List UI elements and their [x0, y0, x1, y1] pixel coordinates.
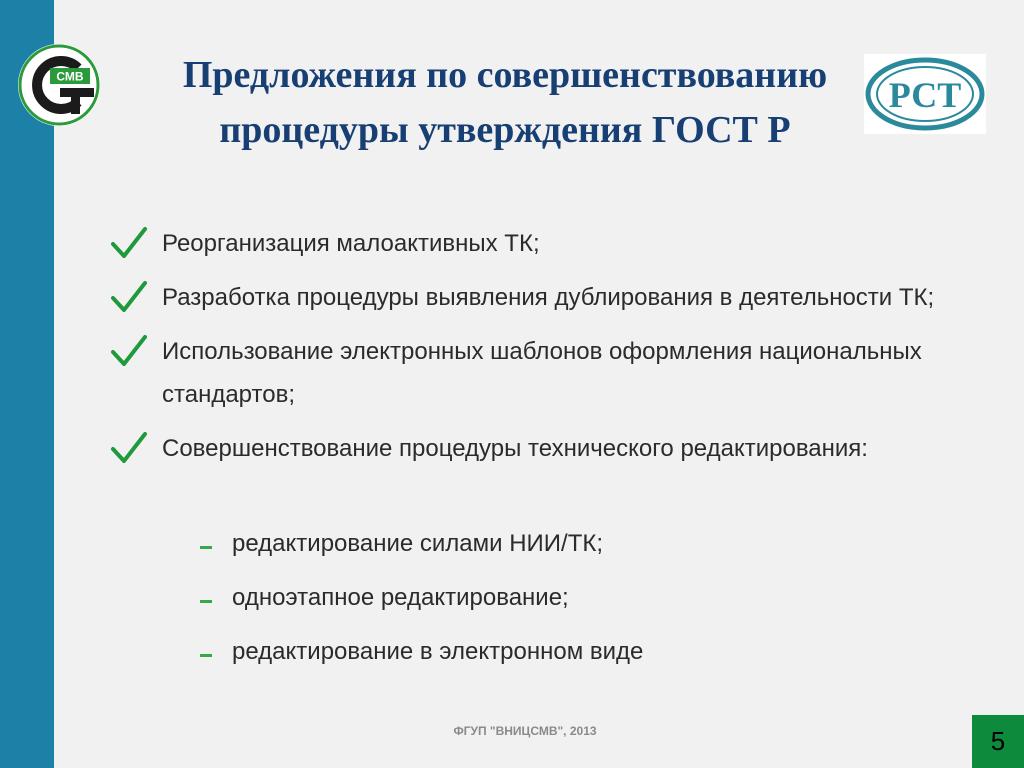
csm-logo [16, 42, 102, 128]
svg-text:СМВ: СМВ [56, 69, 84, 84]
bullet-list [110, 222, 1000, 481]
dash-icon [200, 546, 212, 549]
sub-bullet-item [198, 522, 978, 576]
sub-bullet-item [198, 576, 978, 630]
bullet-text: Использование электронных шаблонов оформления национальных стандартов; [162, 338, 922, 408]
check-icon [110, 226, 148, 260]
title-line: Предложения по совершенствованию [182, 54, 828, 96]
footer-text: ФГУП "ВНИЦСМВ", 2013 [453, 724, 597, 738]
svg-text:РСТ: РСТ [888, 75, 962, 115]
sub-bullet-list [198, 522, 978, 684]
dash-icon [200, 654, 212, 657]
sub-bullet-text: редактирование силами НИИ/ТК; [232, 530, 604, 557]
sub-bullet-text: одноэтапное редактирование; [232, 584, 569, 611]
bullet-text: Разработка процедуры выявления дублирования в деятельности ТК; [162, 284, 935, 311]
check-icon [110, 280, 148, 314]
sub-bullet-item [198, 630, 978, 684]
bullet-text: Совершенствование процедуры технического редактирования: [162, 435, 868, 462]
slide-title [110, 48, 900, 158]
bullet-item [110, 276, 1000, 319]
bullet-item [110, 222, 1000, 265]
check-icon [110, 334, 148, 368]
page-number: 5 [972, 715, 1024, 768]
bullet-text: Реорганизация малоактивных ТК; [162, 230, 540, 257]
title-line: процедуры утверждения ГОСТ Р [219, 109, 791, 151]
bullet-item [110, 330, 1000, 416]
dash-icon [200, 600, 212, 603]
check-icon [110, 431, 148, 465]
bullet-item [110, 427, 1000, 470]
sub-bullet-text: редактирование в электронном виде [232, 638, 644, 665]
